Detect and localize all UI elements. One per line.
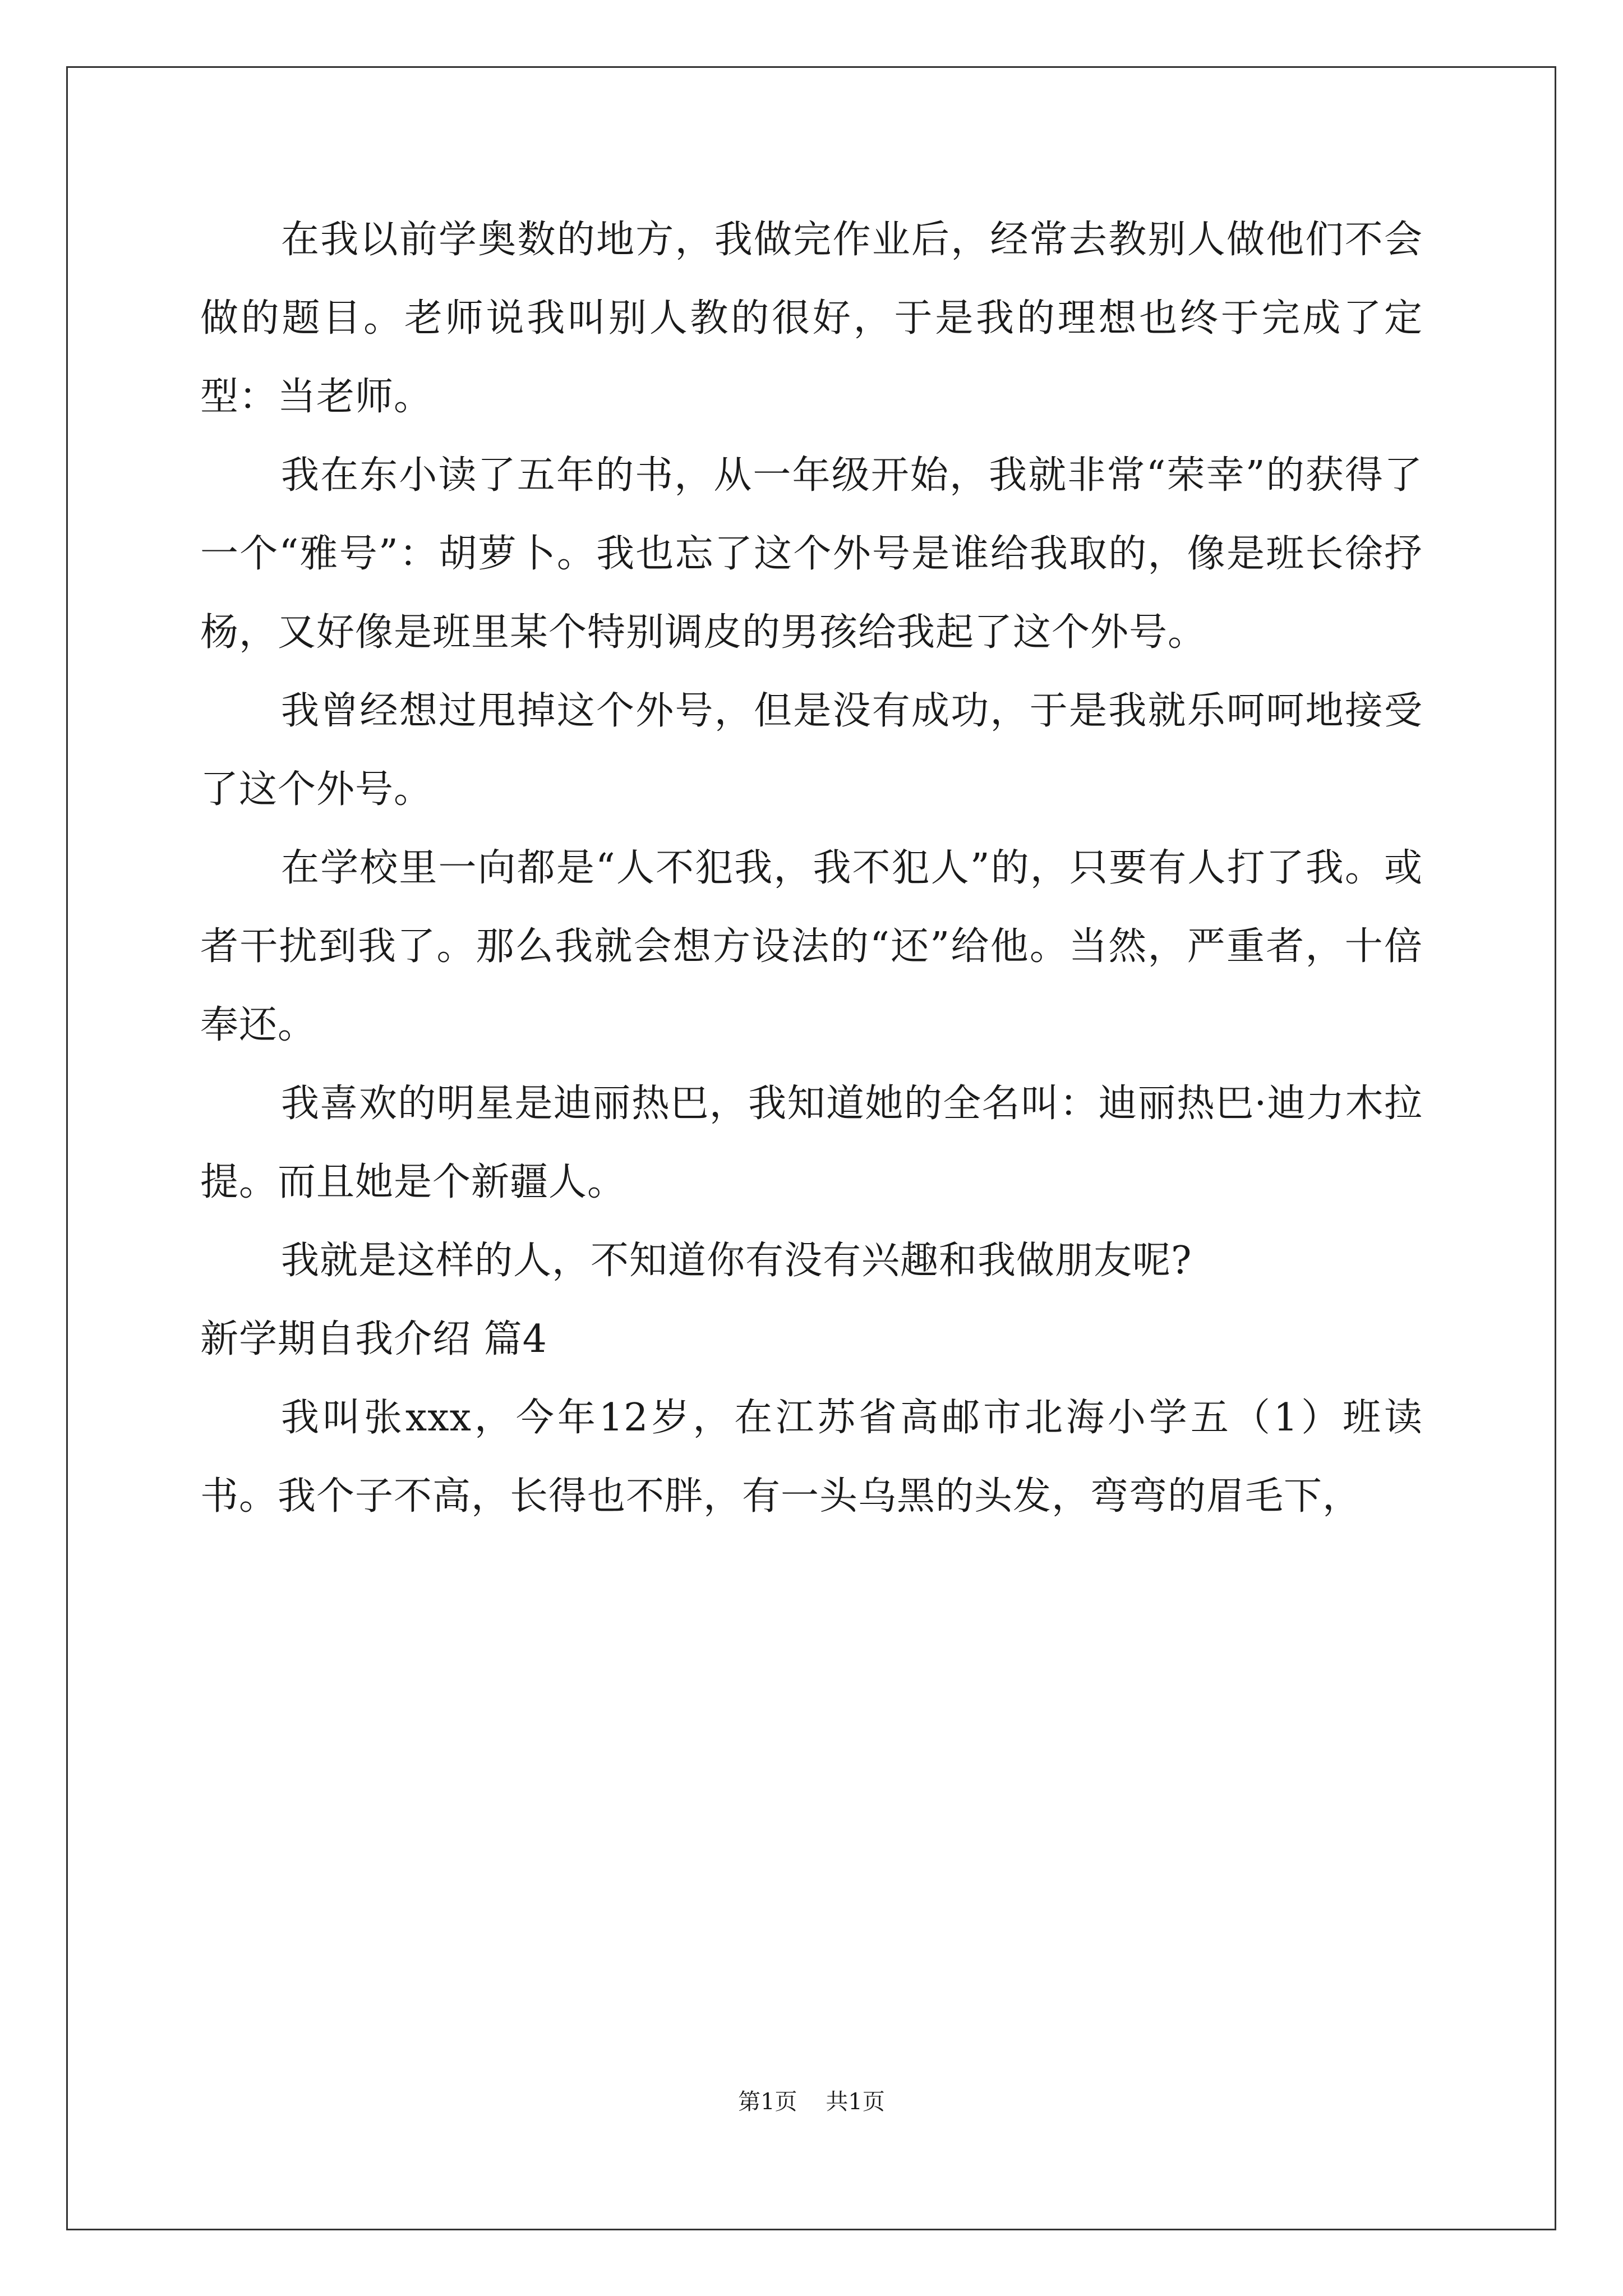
paragraph: 我就是这样的人，不知道你有没有兴趣和我做朋友呢? xyxy=(281,1239,1192,1283)
paragraph: 我在东小读了五年的书，从一年级开始，我就非常“荣幸”的获得了一个“雅号”：胡萝卜。我也忘了这个外号是谁给我取的，像是班长徐抒杨，又好像是班里某个特别调皮的男孩给我起了这个外号。 xyxy=(200,453,1423,655)
document-body xyxy=(200,201,1423,1536)
page-number-footer: 第1页 共1页 xyxy=(738,2089,885,2115)
paragraph: 在学校里一向都是“人不犯我，我不犯人”的，只要有人打了我。或者干扰到我了。那么我就会想方设法的“还”给他。当然，严重者，十倍奉还。 xyxy=(200,846,1423,1047)
section-heading: 新学期自我介绍 篇4 xyxy=(200,1317,547,1361)
paragraph: 在我以前学奥数的地方，我做完作业后，经常去教别人做他们不会做的题目。老师说我叫别人教的很好，于是我的理想也终于完成了定型：当老师。 xyxy=(200,218,1423,419)
paragraph: 我喜欢的明星是迪丽热巴，我知道她的全名叫：迪丽热巴·迪力木拉提。而且她是个新疆人。 xyxy=(200,1082,1423,1204)
paragraph: 我叫张xxx，今年12岁，在江苏省高邮市北海小学五（1）班读书。我个子不高，长得也不胖，有一头乌黑的头发，弯弯的眉毛下， xyxy=(200,1396,1423,1519)
paragraph: 我曾经想过甩掉这个外号，但是没有成功，于是我就乐呵呵地接受了这个外号。 xyxy=(200,689,1423,812)
